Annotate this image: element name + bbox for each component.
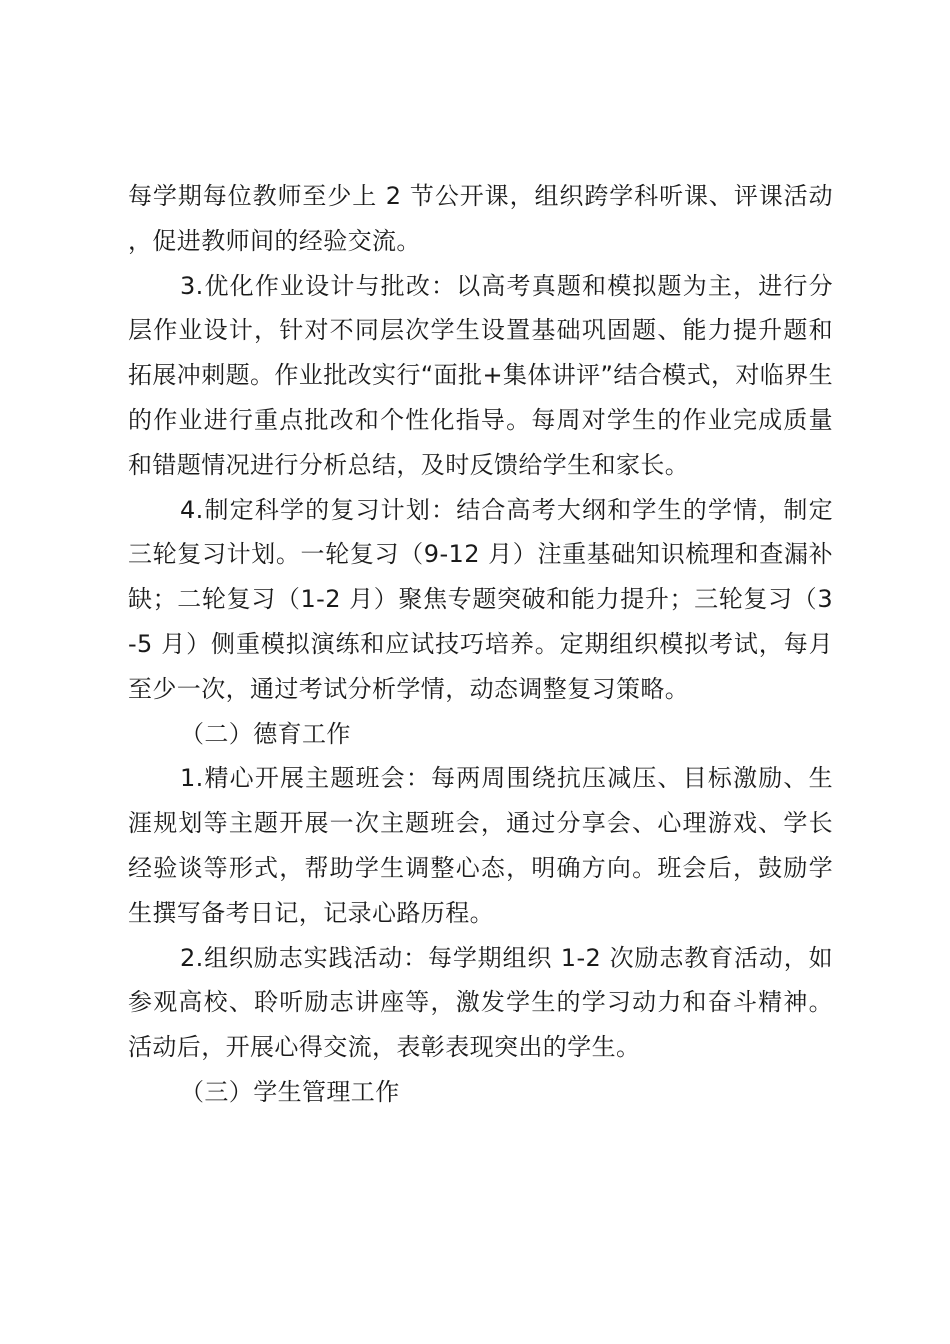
paragraph-open-class-continuation: 每学期每位教师至少上 2 节公开课，组织跨学科听课、评课活动，促进教师间的经验交流。	[128, 182, 833, 255]
section-heading-student-management: （三）学生管理工作	[180, 1077, 400, 1106]
paragraph-theme-class-meeting: 1.精心开展主题班会：每两周围绕抗压减压、目标激励、生涯规划等主题开展一次主题班会，通过分享会、心理游戏、学长经验谈等形式，帮助学生调整心态，明确方向。班会后，鼓励学生撰写备考日记，记录心路历程。	[128, 764, 833, 927]
paragraph-inspirational-activities: 2.组织励志实践活动：每学期组织 1-2 次励志教育活动，如参观高校、聆听励志讲座等，激发学生的学习动力和奋斗精神。活动后，开展心得交流，表彰表现突出的学生。	[128, 943, 833, 1062]
section-heading-moral-education: （二）德育工作	[180, 719, 351, 748]
paragraph-review-plan: 4.制定科学的复习计划：结合高考大纲和学生的学情，制定三轮复习计划。一轮复习（9-12 月）注重基础知识梳理和查漏补缺；二轮复习（1-2 月）聚焦专题突破和能力提升；三轮复习（3-5 月）侧重模拟演练和应试技巧培养。定期组织模拟考试，每月至少一次，通过考试分析学情，动态调整复习策略。	[128, 495, 833, 703]
paragraph-homework-design: 3.优化作业设计与批改：以高考真题和模拟题为主，进行分层作业设计，针对不同层次学生设置基础巩固题、能力提升题和拓展冲刺题。作业批改实行“面批+集体讲评”结合模式，对临界生的作业进行重点批改和个性化指导。每周对学生的作业完成质量和错题情况进行分析总结，及时反馈给学生和家长。	[128, 271, 833, 479]
document-body	[128, 174, 833, 1115]
